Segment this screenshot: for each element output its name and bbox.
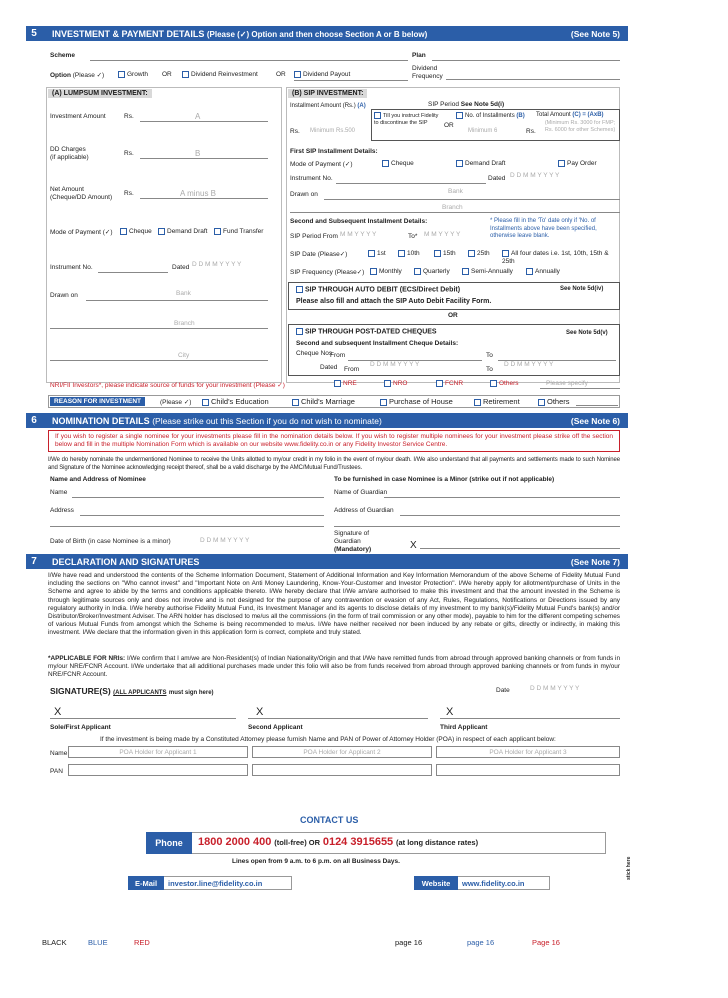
email-link[interactable]: investor.line@fidelity.co.in	[168, 879, 263, 888]
dividend-payout-option[interactable]: Dividend Payout	[294, 71, 350, 78]
checkbox-icon	[502, 250, 509, 257]
section-7-title: DECLARATION AND SIGNATURES	[52, 556, 200, 567]
checkbox-icon	[296, 328, 303, 335]
checkbox-icon	[368, 250, 375, 257]
lumpsum-ft-option[interactable]: Fund Transfer	[214, 228, 263, 235]
sip-date-all[interactable]: All four dates i.e. 1st, 10th, 15th & 25th	[502, 250, 609, 266]
checkbox-icon	[214, 228, 221, 235]
lumpsum-cheque-option[interactable]: Cheque	[120, 228, 152, 235]
pdc-option[interactable]: SIP THROUGH POST-DATED CHEQUES	[296, 328, 437, 335]
scheme-label: Scheme	[50, 52, 75, 59]
section-6-header: 6 NOMINATION DETAILS (Please strike out this Section if you do not wish to nominate) (See Note 6)	[26, 413, 628, 428]
growth-option[interactable]: Growth	[118, 71, 148, 78]
footer-page-black: page 16	[395, 938, 423, 947]
nri-source-label: NRI/FII Investors*, please indicate source of funds for your investment (Please ✓)	[50, 382, 285, 389]
footer-red: RED	[134, 938, 150, 947]
checkbox-icon	[384, 380, 391, 387]
nri-others-option[interactable]: Others	[490, 380, 519, 387]
nominee-name-field[interactable]	[72, 497, 324, 498]
checkbox-icon	[398, 250, 405, 257]
nomination-note: If you wish to register a single nominee for your investments please fill in the nomination details below. If you wish to register multiple nominees for your investment please strike off the section below and fill in the multiple Nomination Form which is available on our website www.fidelity.co.in or any Fidelity Investor Service Centre.	[48, 430, 620, 452]
checkbox-icon	[382, 160, 389, 167]
nominee-address-field[interactable]	[80, 515, 324, 516]
plan-label: Plan	[412, 52, 426, 59]
investment-amount-field[interactable]	[140, 121, 268, 122]
reason-child-marriage[interactable]: Child's Marriage	[292, 397, 355, 406]
section-5-header: 5 INVESTMENT & PAYMENT DETAILS (Please (✓) Option and then choose Section A or B below) (See Note 5)	[26, 26, 628, 41]
footer-page-blue: page 16	[467, 938, 495, 947]
second-applicant-signature[interactable]	[248, 718, 428, 719]
poa1-pan-field[interactable]	[68, 764, 248, 776]
checkbox-icon	[294, 71, 301, 78]
phone-numbers[interactable]: 1800 2000 400 (toll-free) OR 0124 3915655 (at long distance rates)	[198, 836, 479, 848]
checkbox-icon	[118, 71, 125, 78]
nri-specify-field[interactable]: Please specify	[546, 380, 588, 387]
sip-no-installments-field[interactable]: Minimum 6	[468, 128, 498, 134]
checkbox-icon	[334, 380, 341, 387]
freq-monthly[interactable]: Monthly	[370, 268, 402, 275]
checkbox-icon	[456, 112, 463, 119]
footer-page-red: Page 16	[532, 938, 560, 947]
guardian-address-field[interactable]	[400, 515, 620, 516]
footer-black: BLACK	[42, 938, 67, 947]
dividend-frequency-label: Dividend Frequency	[412, 65, 443, 80]
section-7-header: 7 DECLARATION AND SIGNATURES (See Note 7)	[26, 554, 628, 569]
section-5-title: INVESTMENT & PAYMENT DETAILS	[52, 28, 205, 39]
first-applicant-signature[interactable]	[50, 718, 236, 719]
lumpsum-dd-option[interactable]: Demand Draft	[158, 228, 207, 235]
footer-blue: BLUE	[88, 938, 108, 947]
nri-nro-option[interactable]: NRO	[384, 380, 407, 387]
phone-label: Phone	[146, 832, 192, 854]
checkbox-icon	[436, 380, 443, 387]
nominee-dob-field[interactable]: D D M M Y Y Y Y	[200, 537, 250, 544]
sip-date-15th[interactable]: 15th	[434, 250, 456, 257]
sip-period-from-field[interactable]: M M Y Y Y Y	[340, 231, 377, 238]
till-discontinue-option[interactable]: Till you instruct Fidelity to discontinue the SIP	[374, 112, 439, 126]
website-label: Website	[414, 876, 458, 890]
website-link[interactable]: www.fidelity.co.in	[462, 879, 525, 888]
freq-annually[interactable]: Annually	[526, 268, 560, 275]
freq-quarterly[interactable]: Quarterly	[414, 268, 450, 275]
checkbox-icon	[182, 71, 189, 78]
sip-dd-option[interactable]: Demand Draft	[456, 160, 505, 167]
section-6-title: NOMINATION DETAILS	[52, 415, 150, 426]
stick-here-label: stick here	[626, 856, 632, 880]
freq-semi-annually[interactable]: Semi-Annually	[462, 268, 513, 275]
checkbox-icon	[434, 250, 441, 257]
lumpsum-title: (A) LUMPSUM INVESTMENT:	[48, 89, 152, 98]
guardian-signature-field[interactable]	[420, 548, 620, 549]
sip-date-field[interactable]: D D M M Y Y Y Y	[510, 172, 560, 179]
sip-cheque-option[interactable]: Cheque	[382, 160, 414, 167]
checkbox-icon	[462, 268, 469, 275]
sip-date-10th[interactable]: 10th	[398, 250, 420, 257]
lumpsum-drawn-on-field[interactable]	[86, 300, 268, 301]
lumpsum-date-field[interactable]: D D M M Y Y Y Y	[192, 261, 242, 268]
checkbox-icon	[456, 160, 463, 167]
sip-total-field[interactable]: (Minimum Rs. 3000 for FMP; Rs. 6000 for other Schemes)	[544, 120, 616, 133]
checkbox-icon	[380, 399, 387, 406]
sip-po-option[interactable]: Pay Order	[558, 160, 597, 167]
reason-retirement[interactable]: Retirement	[474, 397, 520, 406]
lumpsum-instrument-field[interactable]	[98, 272, 168, 273]
checkbox-icon	[526, 268, 533, 275]
no-installments-option[interactable]: No. of Installments (B)	[456, 112, 525, 119]
checkbox-icon	[474, 399, 481, 406]
contact-title: CONTACT US	[300, 815, 359, 825]
scheme-field[interactable]	[90, 60, 408, 61]
sip-date-25th[interactable]: 25th	[468, 250, 490, 257]
third-applicant-signature[interactable]	[440, 718, 620, 719]
checkbox-icon	[468, 250, 475, 257]
checkbox-icon	[120, 228, 127, 235]
checkbox-icon	[370, 268, 377, 275]
guardian-name-field[interactable]	[384, 497, 620, 498]
dated-to-field[interactable]: D D M M Y Y Y Y	[504, 361, 554, 368]
dated-from-field[interactable]: D D M M Y Y Y Y	[370, 361, 420, 368]
nri-fcnr-option[interactable]: FCNR	[436, 380, 463, 387]
plan-field[interactable]	[432, 60, 620, 61]
net-amount-field[interactable]	[140, 198, 268, 199]
sip-drawn-on-field[interactable]	[324, 199, 620, 200]
checkbox-icon	[296, 286, 303, 293]
reason-label: REASON FOR INVESTMENT	[50, 397, 145, 406]
signature-date-field[interactable]: D D M M Y Y Y Y	[530, 685, 580, 692]
poa2-pan-field[interactable]	[252, 764, 432, 776]
checkbox-icon	[538, 399, 545, 406]
checkbox-icon	[490, 380, 497, 387]
checkbox-icon	[558, 160, 565, 167]
declaration-text: I/We have read and understood the contents of the Scheme Information Document, Statement of Additional Information and Key Information Memorandum of the above Scheme of Fidelity Mutual Fund including the sections on "Who cannot invest" and "Important Note on Anti Money Laundering, Know-Your-Customer and Investor Protection". I/We hereby apply for allotment/purchase of Units in the Scheme and agree to abide by the terms and conditions applicable thereto. I/We hereby declare that I/We am/are authorised to make this investment and that the amount invested in the Scheme is through legitimate sources only and does not involve and is not designed for the purpose of any contravention or evasion of any Act, Rules, Regulations, Notifications or Directions issued by any regulatory authority in India. I/We hereby authorise Fidelity Mutual Fund, its Investment Manager and its agents to disclose details of my investment to my bank(s)/Fidelity Mutual Fund's bank(s) and/or Distributor/Broker/Investment Adviser. The ARN holder has disclosed to me/us all the commissions (in the form of trail commission or any other mode), payable to him for the different competing schemes of various Mutual Funds from amongst which the Scheme is being recommended to me/us. I/We have neither received nor been induced by any rebate or gifts, directly or indirectly, in making this investment. I/We declare that the information given in this application form is correct, complete and truly stated.	[48, 572, 620, 637]
checkbox-icon	[292, 399, 299, 406]
checkbox-icon	[158, 228, 165, 235]
reason-purchase-house[interactable]: Purchase of House	[380, 397, 453, 406]
poa3-pan-field[interactable]	[436, 764, 620, 776]
email-label: E-Mail	[128, 876, 164, 890]
sip-amount-field[interactable]: Minimum Rs.500	[310, 128, 356, 134]
sip-date-1st[interactable]: 1st	[368, 250, 386, 257]
sip-instrument-field[interactable]	[336, 183, 486, 184]
checkbox-icon	[414, 268, 421, 275]
reason-others[interactable]: Others	[538, 397, 570, 406]
dd-charges-field[interactable]	[140, 158, 268, 159]
sip-period-to-field[interactable]: M M Y Y Y Y	[424, 231, 461, 238]
sip-title: (B) SIP INVESTMENT:	[288, 89, 367, 98]
dividend-reinvestment-option[interactable]: Dividend Reinvestment	[182, 71, 258, 78]
checkbox-icon	[374, 112, 381, 119]
checkbox-icon	[202, 399, 209, 406]
reason-child-education[interactable]: Child's Education	[202, 397, 269, 406]
dividend-frequency-field[interactable]	[446, 79, 620, 80]
nri-nre-option[interactable]: NRE	[334, 380, 357, 387]
auto-debit-option[interactable]: SIP THROUGH AUTO DEBIT (ECS/Direct Debit)	[296, 286, 460, 293]
